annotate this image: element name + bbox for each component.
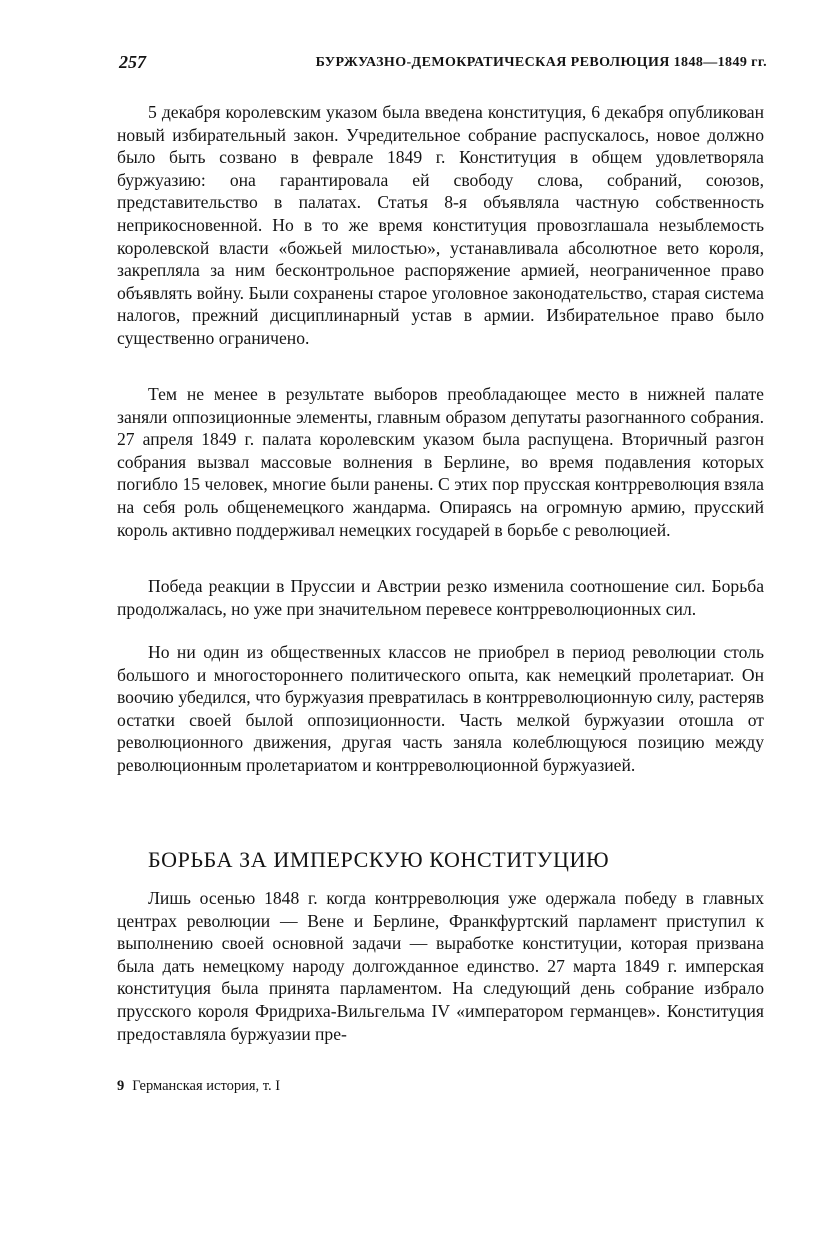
paragraph: Тем не менее в результате выборов преобладающее место в нижней палате заняли оппозиционные элементы, главным образом депутаты разогнанного собрания. 27 апреля 1849 г. палата королевским указом была распущена. Вторичный разгон собрания вызвал массовые волнения в Берлине, во время подавления которых погибло 15 человек, многие были ранены. С этих пор прусская контрреволюция взяла на себя роль общенемецкого жандарма. Опираясь на огромную армию, прусский король активно поддерживал немецких государей в борьбе с революцией. xyxy=(117,384,764,540)
running-head xyxy=(119,52,767,76)
signature-mark: 9 xyxy=(117,1078,125,1094)
signature-footer xyxy=(117,1078,280,1095)
section-heading: БОРЬБА ЗА ИМПЕРСКУЮ КОНСТИТУЦИЮ xyxy=(148,847,610,872)
running-title: БУРЖУАЗНО-ДЕМОКРАТИЧЕСКАЯ РЕВОЛЮЦИЯ 1848—1849 гг. xyxy=(315,55,767,70)
section-paragraph: Лишь осенью 1848 г. когда контрреволюция уже одержала победу в главных центрах революции — Вене и Берлине, Франкфуртский парламент приступил к выполнению своей основной задачи — выработке конституции, которая призвана была дать немецкому народу долгожданное единство. 27 марта 1849 г. имперская конституция была принята парламентом. На следующий день собрание избрало прусского короля Фридриха-Вильгельма IV «императором германцев». Конституция предоставляла буржуазии пре- xyxy=(117,888,764,1044)
paragraph: Но ни один из общественных классов не приобрел в период революции столь большого и многостороннего политического опыта, как немецкий пролетариат. Он воочию убедился, что буржуазия превратилась в контрреволюционную силу, растеряв остатки своей былой оппозиционности. Часть мелкой буржуазии отошла от революционного движения, другая часть заняла колеблющуюся позицию между революционным пролетариатом и контрреволюционной буржуазией. xyxy=(117,642,764,775)
paragraph: Победа реакции в Пруссии и Австрии резко изменила соотношение сил. Борьба продолжалась, но уже при значительном перевесе контрреволюционных сил. xyxy=(117,576,764,619)
page-number: 257 xyxy=(119,52,146,72)
signature-text: Германская история, т. I xyxy=(132,1078,281,1094)
paragraph: 5 декабря королевским указом была введена конституция, 6 декабря опубликован новый избирательный закон. Учредительное собрание распускалось, новое должно было быть созвано в феврале 1849 г. Конституция в общем удовлетворяла буржуазию: она гарантировала ей свободу слова, собраний, союзов, представительство в палатах. Статья 8-я объявляла частную собственность неприкосновенной. Но в то же время конституция провозглашала незыблемость королевской власти «божьей милостью», устанавливала абсолютное вето короля, закрепляла за ним бесконтрольное распоряжение армией, неограниченное право объявлять войну. Были сохранены старое уголовное законодательство, старая система налогов, прежний дисциплинарный устав в армии. Избирательное право было существенно ограничено. xyxy=(117,102,764,348)
